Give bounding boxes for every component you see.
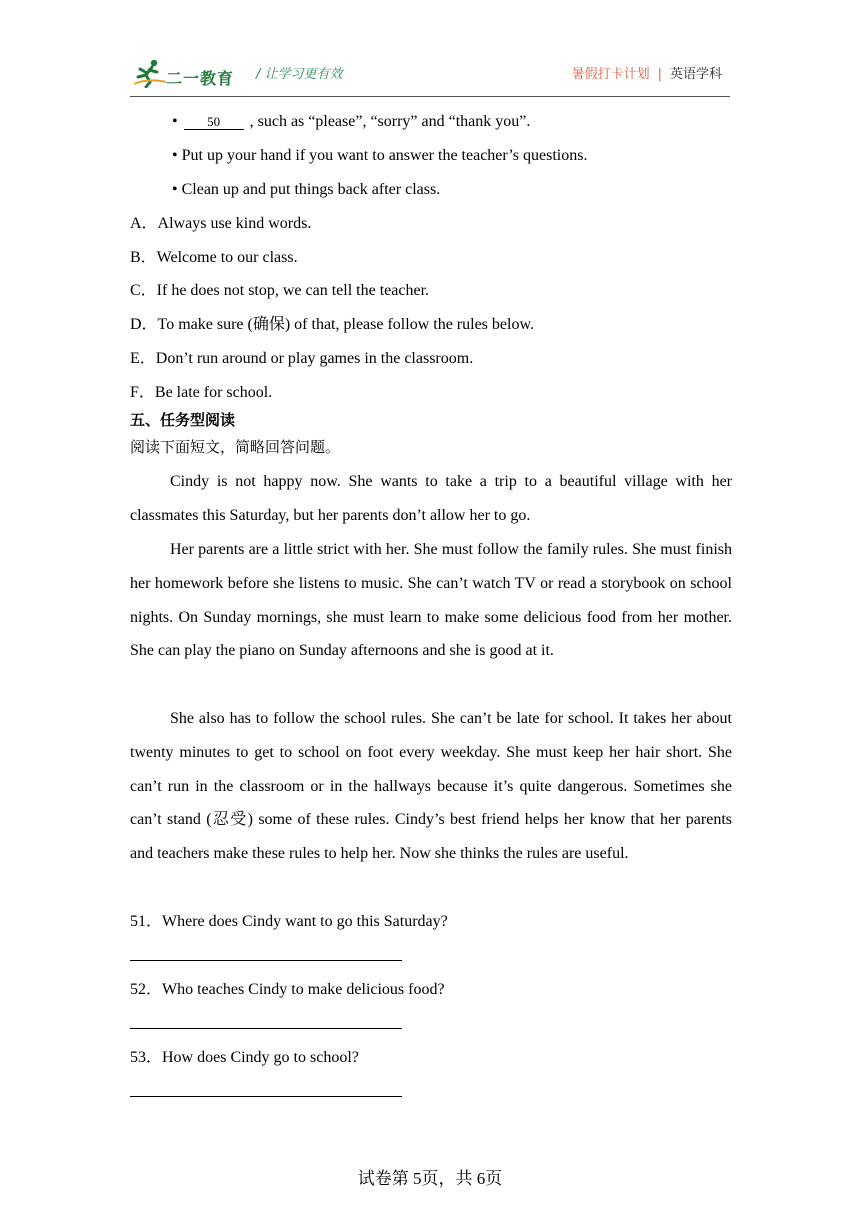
bullet-dot: • bbox=[172, 113, 178, 130]
option-c: C．If he does not stop, we can tell the teacher. bbox=[130, 282, 430, 299]
answer-line-52[interactable] bbox=[130, 1028, 402, 1029]
passage-paragraph-2: Her parents are a little strict with her. She must follow the family rules. She must finish her homework before she listens to music. She can’t watch TV or read a storybook on school nights. On Sunday mornings, she must learn to make some delicious food from her mother. She can play the piano on Sunday afternoons and she is good at it. bbox=[130, 541, 732, 660]
header-slogan: / 让学习更有效 bbox=[256, 67, 343, 82]
question-51: 51．Where does Cindy want to go this Saturday? bbox=[130, 913, 448, 930]
section-instruction: 阅读下面短文，简略回答问题。 bbox=[130, 438, 341, 456]
question-53: 53．How does Cindy go to school? bbox=[130, 1049, 359, 1066]
option-d: D．To make sure (确保) of that, please follow the rules below. bbox=[130, 316, 534, 333]
option-e: E．Don’t run around or play games in the classroom. bbox=[130, 350, 474, 367]
runner-logo-icon bbox=[132, 58, 168, 88]
option-a: A．Always use kind words. bbox=[130, 215, 312, 232]
rule-bullet-2: • Put up your hand if you want to answer the teacher’s questions. bbox=[172, 147, 588, 164]
header-subject: 英语学科 bbox=[669, 67, 722, 82]
option-f: F．Be late for school. bbox=[130, 384, 273, 401]
passage-paragraph-3: She also has to follow the school rules. She can’t be late for school. It takes her about twenty minutes to get to school on foot every weekday. She must keep her hair short. She can’t run in the classroom or in the hallways because it’s quite dangerous. Sometimes she can’t stand (忍受) some of these rules. Cindy’s best friend helps her know that her parents and teachers make these rules to help her. Now she thinks the rules are useful. bbox=[130, 710, 732, 863]
header-plan: 暑假打卡计划 bbox=[571, 67, 650, 82]
header-separator: | bbox=[657, 67, 662, 82]
header-right bbox=[572, 63, 722, 82]
page-header bbox=[130, 54, 730, 97]
section-title: 五、任务型阅读 bbox=[130, 411, 236, 429]
option-b: B．Welcome to our class. bbox=[130, 249, 298, 266]
answer-line-51[interactable] bbox=[130, 960, 402, 961]
rule-bullet-1 bbox=[172, 112, 530, 132]
rule-bullet-3: • Clean up and put things back after class. bbox=[172, 181, 441, 198]
passage-paragraph-1: Cindy is not happy now. She wants to take a trip to a beautiful village with her classmates this Saturday, but her parents don’t allow her to go. bbox=[130, 473, 732, 524]
question-52: 52．Who teaches Cindy to make delicious food? bbox=[130, 981, 445, 998]
logo-text: 二一教育 bbox=[166, 69, 235, 88]
page-footer: 试卷第 5页，共 6页 bbox=[357, 1169, 503, 1188]
answer-blank-50[interactable]: 50 bbox=[184, 115, 244, 130]
answer-line-53[interactable] bbox=[130, 1096, 402, 1097]
logo bbox=[132, 58, 242, 88]
rule-bullet-1-text: , such as “please”, “sorry” and “thank you”. bbox=[249, 113, 531, 130]
